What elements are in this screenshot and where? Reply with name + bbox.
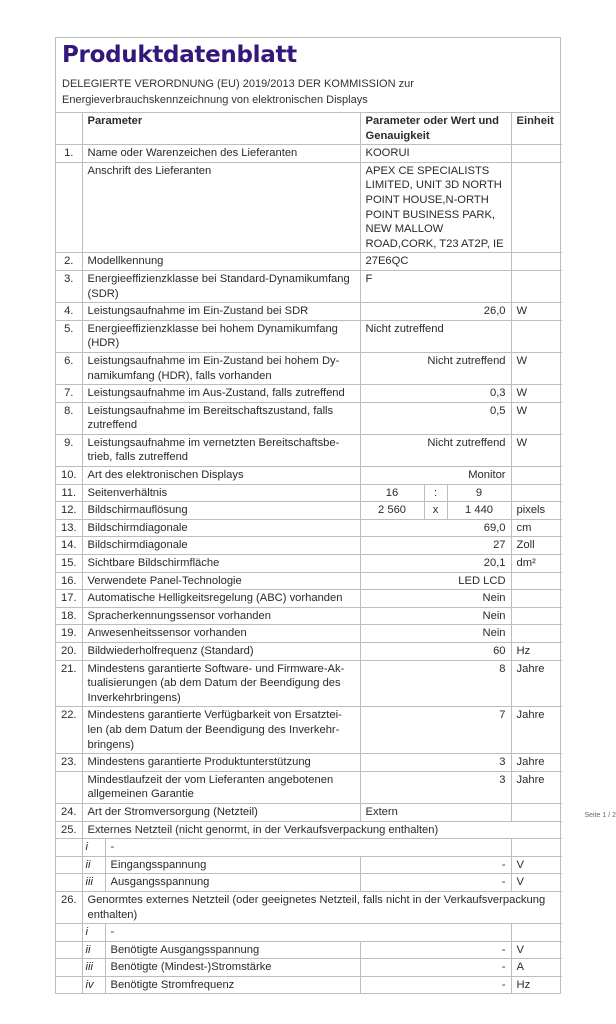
row-number: 10. <box>56 467 82 485</box>
row-value: Nicht zutreffend <box>360 434 511 466</box>
row-value: 8 <box>360 660 511 707</box>
row-parameter: Energieeffizienzklasse bei Standard-Dynamikumfang (SDR) <box>82 270 360 302</box>
row-number: 3. <box>56 270 82 302</box>
sub-row <box>56 924 562 942</box>
sub-row <box>56 941 562 959</box>
regulation-line-1: DELEGIERTE VERORDNUNG (EU) 2019/2013 DER KOMMISSION zur <box>62 78 414 90</box>
table-row <box>56 660 562 707</box>
row-value: 0,5 <box>360 402 511 434</box>
section26-title-row <box>56 891 562 923</box>
table-row <box>56 625 562 643</box>
row-parameter: Leistungsaufnahme im Ein-Zustand bei hohem Dy-namikumfang (HDR), falls vorhanden <box>82 352 360 384</box>
row-parameter: Automatische Helligkeitsregelung (ABC) vorhanden <box>82 590 360 608</box>
row-number-empty <box>56 941 82 959</box>
row-parameter: Energieeffizienzklasse bei hohem Dynamikumfang (HDR) <box>82 320 360 352</box>
table-row <box>56 502 562 520</box>
row-value: Nicht zutreffend <box>360 320 511 352</box>
row-unit <box>511 145 562 163</box>
row-number: 23. <box>56 754 82 772</box>
sheet-header <box>56 38 560 113</box>
row-number: 14. <box>56 537 82 555</box>
sub-row-value: - <box>360 959 511 977</box>
page-title: Produktdatenblatt <box>62 42 297 68</box>
row-parameter: Bildschirmdiagonale <box>82 537 360 555</box>
row-number: 5. <box>56 320 82 352</box>
row-number <box>56 162 82 253</box>
sub-row-value: - <box>360 941 511 959</box>
table-row <box>56 484 562 502</box>
table-row <box>56 555 562 573</box>
sub-row-index: i <box>82 839 105 857</box>
row-unit: dm² <box>511 555 562 573</box>
row-parameter: Modellkennung <box>82 253 360 271</box>
row-value: 60 <box>360 643 511 661</box>
row-number: 1. <box>56 145 82 163</box>
sub-row-value: - <box>360 856 511 874</box>
sub-row-unit <box>511 839 562 857</box>
row-number-empty <box>56 856 82 874</box>
table-row <box>56 707 562 754</box>
row-unit: cm <box>511 519 562 537</box>
sub-row-index: iii <box>82 874 105 892</box>
sub-row-text: Ausgangsspannung <box>105 874 360 892</box>
row-value-b: 9 <box>447 484 511 502</box>
sub-row-unit: V <box>511 856 562 874</box>
row-number: 16. <box>56 572 82 590</box>
sub-row-value: - <box>360 874 511 892</box>
row-number-empty <box>56 976 82 993</box>
row-number: 18. <box>56 607 82 625</box>
row-number: 13. <box>56 519 82 537</box>
sub-row-index: ii <box>82 856 105 874</box>
sub-row <box>56 976 562 993</box>
sub-row-unit <box>511 924 562 942</box>
table-row <box>56 352 562 384</box>
row-unit: Hz <box>511 643 562 661</box>
page-indicator: Seite 1 / 2 <box>584 812 616 819</box>
row-number-empty <box>56 924 82 942</box>
row-parameter: Mindestens garantierte Software- und Firmware-Ak-tualisierungen (ab dem Datum der Beendigung des Inverkehrbringens) <box>82 660 360 707</box>
sub-row-unit: A <box>511 959 562 977</box>
row-parameter: Spracherkennungssensor vorhanden <box>82 607 360 625</box>
sub-row-text: Benötigte Ausgangsspannung <box>105 941 360 959</box>
table-row <box>56 253 562 271</box>
row-number <box>56 771 82 803</box>
row-value: 7 <box>360 707 511 754</box>
row-value: KOORUI <box>360 145 511 163</box>
row-number: 26. <box>56 891 82 923</box>
row-value: 69,0 <box>360 519 511 537</box>
row-unit: W <box>511 352 562 384</box>
row-number: 8. <box>56 402 82 434</box>
row-unit <box>511 270 562 302</box>
row-parameter: Name oder Warenzeichen des Lieferanten <box>82 145 360 163</box>
row-number: 22. <box>56 707 82 754</box>
table-row <box>56 162 562 253</box>
row-value: Nicht zutreffend <box>360 352 511 384</box>
table-row <box>56 467 562 485</box>
header-parameter: Parameter <box>82 113 360 145</box>
row-unit: Zoll <box>511 537 562 555</box>
row-number: 11. <box>56 484 82 502</box>
row-unit: Jahre <box>511 754 562 772</box>
row-unit: W <box>511 303 562 321</box>
row-parameter: Sichtbare Bildschirmfläche <box>82 555 360 573</box>
row-value: 27E6QC <box>360 253 511 271</box>
header-unit: Einheit <box>511 113 562 145</box>
row-unit: W <box>511 385 562 403</box>
table-row <box>56 754 562 772</box>
row-value: 3 <box>360 771 511 803</box>
sub-row <box>56 959 562 977</box>
table-row <box>56 434 562 466</box>
row-value: 3 <box>360 754 511 772</box>
row-parameter: Mindestlaufzeit der vom Lieferanten angebotenen allgemeinen Garantie <box>82 771 360 803</box>
row-unit <box>511 607 562 625</box>
row-number: 9. <box>56 434 82 466</box>
table-row <box>56 145 562 163</box>
row-parameter: Verwendete Panel-Technologie <box>82 572 360 590</box>
sub-row <box>56 839 562 857</box>
sub-row-text: Benötigte (Mindest-)Stromstärke <box>105 959 360 977</box>
section-title: Genormtes externes Netzteil (oder geeignetes Netzteil, falls nicht in der Verkaufsverpackung enthalten) <box>82 891 562 923</box>
row-number: 7. <box>56 385 82 403</box>
table-row <box>56 270 562 302</box>
sub-row-text: - <box>105 924 511 942</box>
table-row <box>56 590 562 608</box>
sub-row-value: - <box>360 976 511 993</box>
row-parameter: Bildwiederholfrequenz (Standard) <box>82 643 360 661</box>
sub-row-text: Eingangsspannung <box>105 856 360 874</box>
table-row <box>56 607 562 625</box>
table-header-row <box>56 113 562 145</box>
row-value: 20,1 <box>360 555 511 573</box>
row-unit: Jahre <box>511 707 562 754</box>
section25-title-row <box>56 821 562 839</box>
row-value: Nein <box>360 607 511 625</box>
row-number: 4. <box>56 303 82 321</box>
product-data-table <box>56 113 562 993</box>
row-value: 0,3 <box>360 385 511 403</box>
row-unit <box>511 162 562 253</box>
row-unit: W <box>511 402 562 434</box>
sub-row-unit: Hz <box>511 976 562 993</box>
section-title: Externes Netzteil (nicht genormt, in der Verkaufsverpackung enthalten) <box>82 821 562 839</box>
table-row <box>56 643 562 661</box>
row-parameter: Mindestens garantierte Produktunterstützung <box>82 754 360 772</box>
row-number: 17. <box>56 590 82 608</box>
sub-row <box>56 874 562 892</box>
row-value-b: 1 440 <box>447 502 511 520</box>
header-num <box>56 113 82 145</box>
row-unit <box>511 467 562 485</box>
row-unit <box>511 590 562 608</box>
row-number-empty <box>56 839 82 857</box>
row-parameter: Art der Stromversorgung (Netzteil) <box>82 803 360 821</box>
row-value: Monitor <box>360 467 511 485</box>
row-unit: Jahre <box>511 660 562 707</box>
table-row <box>56 572 562 590</box>
row-number: 2. <box>56 253 82 271</box>
row-unit <box>511 572 562 590</box>
sub-row-unit: V <box>511 874 562 892</box>
row-value-separator: x <box>424 502 447 520</box>
row-parameter: Art des elektronischen Displays <box>82 467 360 485</box>
row-unit <box>511 803 562 821</box>
sub-row-index: iii <box>82 959 105 977</box>
row-value: LED LCD <box>360 572 511 590</box>
row-unit <box>511 320 562 352</box>
row-value: 26,0 <box>360 303 511 321</box>
row-unit <box>511 625 562 643</box>
row-parameter: Leistungsaufnahme im vernetzten Bereitschaftsbe-trieb, falls zutreffend <box>82 434 360 466</box>
table-row <box>56 303 562 321</box>
row-value-separator: : <box>424 484 447 502</box>
row-number: 6. <box>56 352 82 384</box>
row-value: APEX CE SPECIALISTS LIMITED, UNIT 3D NORTH POINT HOUSE,N-ORTH POINT BUSINESS PARK, NEW MALLOW ROAD,CORK, T23 AT2P, IE <box>360 162 511 253</box>
row-unit <box>511 484 562 502</box>
row-number: 15. <box>56 555 82 573</box>
row-parameter: Bildschirmdiagonale <box>82 519 360 537</box>
row-value: F <box>360 270 511 302</box>
row-number-empty <box>56 959 82 977</box>
sub-row-index: i <box>82 924 105 942</box>
sub-row-index: iv <box>82 976 105 993</box>
row-unit: pixels <box>511 502 562 520</box>
row-value-a: 2 560 <box>360 502 424 520</box>
header-value: Parameter oder Wert und Genauigkeit <box>360 113 511 145</box>
sub-row-unit: V <box>511 941 562 959</box>
row-value: Nein <box>360 590 511 608</box>
row-number: 12. <box>56 502 82 520</box>
row-value: Nein <box>360 625 511 643</box>
row-number: 21. <box>56 660 82 707</box>
sub-row-text: - <box>105 839 511 857</box>
row-value: 27 <box>360 537 511 555</box>
row-parameter: Leistungsaufnahme im Aus-Zustand, falls zutreffend <box>82 385 360 403</box>
row-parameter: Seitenverhältnis <box>82 484 360 502</box>
row-parameter: Anwesenheitssensor vorhanden <box>82 625 360 643</box>
row-unit: W <box>511 434 562 466</box>
sub-row <box>56 856 562 874</box>
row-number: 20. <box>56 643 82 661</box>
row-parameter: Leistungsaufnahme im Bereitschaftszustand, falls zutreffend <box>82 402 360 434</box>
table-row <box>56 385 562 403</box>
table-row <box>56 803 562 821</box>
regulation-line-2: Energieverbrauchskennzeichnung von elektronischen Displays <box>62 94 368 106</box>
row-number-empty <box>56 874 82 892</box>
table-row <box>56 537 562 555</box>
row-parameter: Anschrift des Lieferanten <box>82 162 360 253</box>
product-data-sheet <box>55 37 561 994</box>
table-row <box>56 771 562 803</box>
row-parameter: Leistungsaufnahme im Ein-Zustand bei SDR <box>82 303 360 321</box>
table-row <box>56 519 562 537</box>
table-row <box>56 320 562 352</box>
row-value-a: 16 <box>360 484 424 502</box>
sub-row-text: Benötigte Stromfrequenz <box>105 976 360 993</box>
row-parameter: Mindestens garantierte Verfügbarkeit von Ersatztei-len (ab dem Datum der Beendigung des Inverkehr-bringens) <box>82 707 360 754</box>
row-number: 19. <box>56 625 82 643</box>
sub-row-index: ii <box>82 941 105 959</box>
row-parameter: Bildschirmauflösung <box>82 502 360 520</box>
table-row <box>56 402 562 434</box>
row-value: Extern <box>360 803 511 821</box>
row-unit <box>511 253 562 271</box>
row-number: 25. <box>56 821 82 839</box>
row-unit: Jahre <box>511 771 562 803</box>
row-number: 24. <box>56 803 82 821</box>
